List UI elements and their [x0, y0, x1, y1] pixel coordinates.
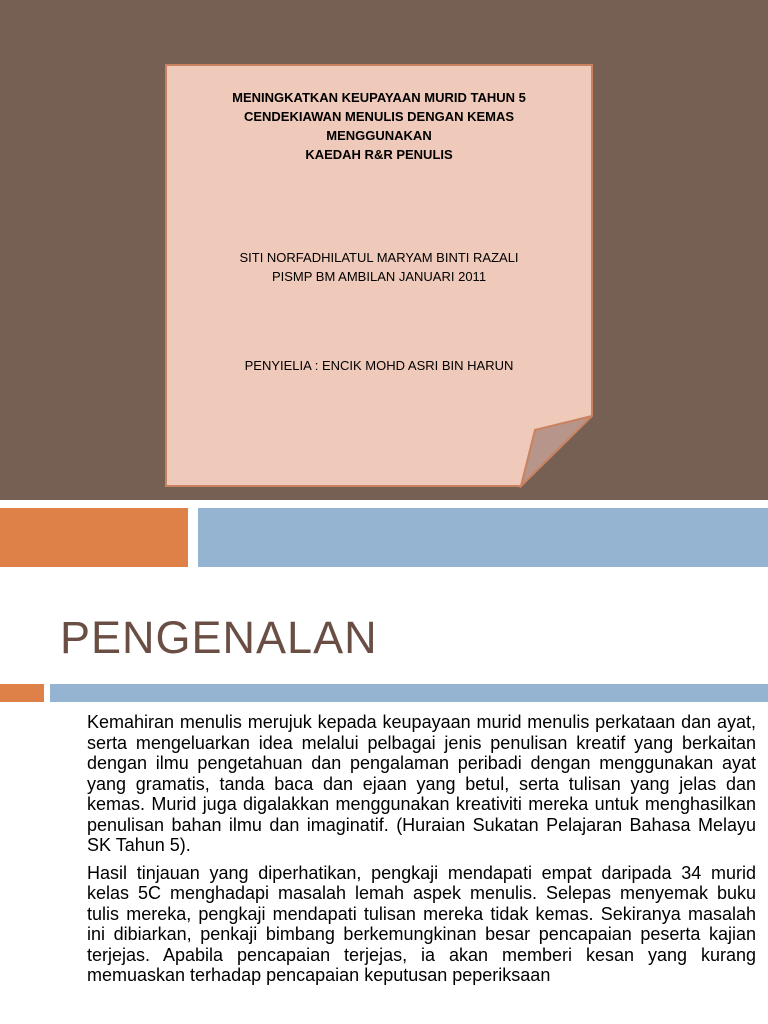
- blue-bar: [50, 684, 768, 702]
- author-block: [185, 248, 573, 286]
- slide-heading: PENGENALAN: [60, 612, 378, 663]
- title-note: [165, 64, 593, 488]
- body-text: [87, 712, 756, 1024]
- title-slide: [0, 0, 768, 500]
- author-program: PISMP BM AMBILAN JANUARI 2011: [271, 269, 487, 284]
- author-name: SITI NORFADHILATUL MARYAM BINTI RAZALI: [239, 250, 519, 265]
- paragraph: Hasil tinjauan yang diperhatikan, pengkaji mendapati empat daripada 34 murid kelas 5C menghadapi masalah lemah aspek menulis. Selepas menyemak buku tulis mereka, pengkaji mendapati tulisan mereka tidak kemas. Sekiranya masalah ini dibiarkan, penkaji bimbang berkemungkinan besar pencapaian peserta kajian terjejas. Apabila pencapaian terjejas, ia akan memberi kesan yang kurang memuaskan terhadap pencapaian keputusan peperiksaan: [87, 862, 756, 985]
- title-line: MENGGUNAKAN: [326, 128, 432, 143]
- paragraph: Kemahiran menulis merujuk kepada keupayaan murid menulis perkataan dan ayat, serta mengeluarkan idea melalui pelbagai jenis penulisan kreatif yang berkaitan dengan ilmu pengetahuan dan pengalaman peribadi dengan menggunakan ayat yang gramatis, tanda baca dan ejaan yang betul, serta tulisan yang jelas dan kemas. Murid juga digalakkan menggunakan kreativiti mereka untuk menghasilkan penulisan bahan ilmu dan imaginatif. (Huraian Sukatan Pelajaran Bahasa Melayu SK Tahun 5).: [87, 712, 756, 855]
- supervisor: PENYIELIA : ENCIK MOHD ASRI BIN HARUN: [244, 358, 514, 373]
- orange-bar: [0, 684, 44, 702]
- note-title: [185, 88, 573, 164]
- title-line: KAEDAH R&R PENULIS: [305, 147, 453, 162]
- title-line: CENDEKIAWAN MENULIS DENGAN KEMAS: [243, 109, 515, 124]
- orange-band: [0, 508, 188, 567]
- blue-band: [198, 508, 768, 567]
- title-line: MENINGKATKAN KEUPAYAAN MURID TAHUN 5: [232, 90, 526, 105]
